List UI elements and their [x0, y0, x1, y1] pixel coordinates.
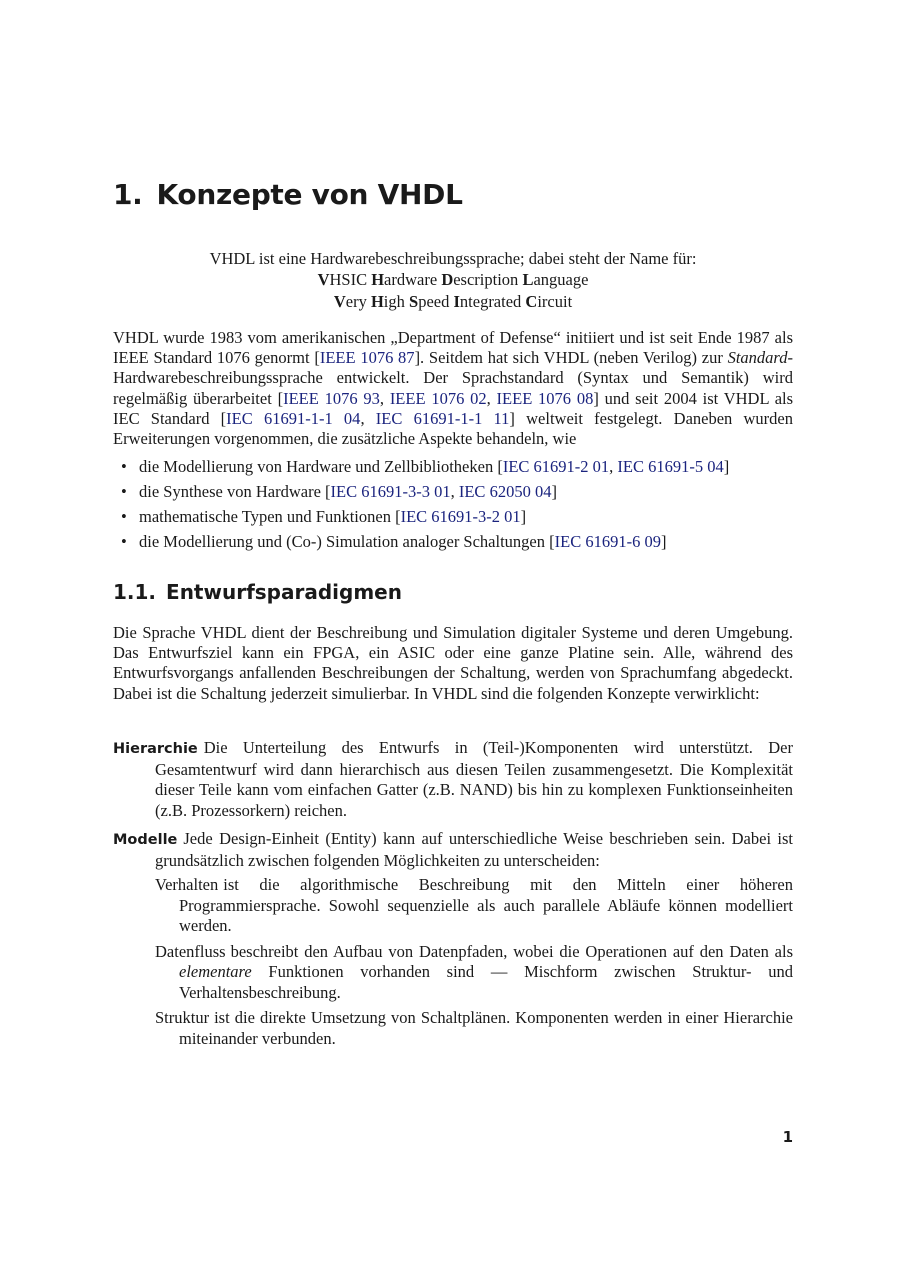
- concept-hierarchie: Hierarchie Die Unterteilung des Entwurfs in (Teil-)Komponenten wird unterstützt. Der Gesamtentwurf wird dann hierarchisch aus diesen Teilen zusammengesetzt. Die Komplexität dieser Teile kann vom einfachen Gatter (z.B. NAND) bis hin zu komplexen Funktionseinheiten (z.B. Prozessorkern) reichen.: [113, 738, 793, 820]
- citation-link[interactable]: IEC 61691-3-3 01: [330, 482, 451, 501]
- chapter-number: 1.: [113, 178, 143, 211]
- citation-link[interactable]: IEC 61691-1-1 11: [375, 408, 510, 428]
- model-struktur: Struktur ist die direkte Umsetzung von Schaltplänen. Komponenten werden in einer Hierarchie miteinander verbunden.: [155, 1008, 793, 1048]
- model-term: Datenfluss: [155, 941, 226, 961]
- chapter-title: [113, 178, 463, 211]
- model-verhalten: Verhalten ist die algorithmische Beschreibung mit den Mitteln einer höheren Programmiersprache. Sowohl sequenzielle als auch parallele Abläufe können modelliert werden.: [155, 875, 793, 935]
- list-item: • die Modellierung und (Co-) Simulation analoger Schaltungen [IEC 61691-6 09]: [121, 532, 667, 551]
- concept-term: Hierarchie: [113, 741, 198, 757]
- citation-link[interactable]: IEC 61691-3-2 01: [400, 507, 521, 526]
- bullet-icon: •: [121, 507, 127, 526]
- citation-link[interactable]: IEC 61691-6 09: [554, 532, 661, 551]
- citation-link[interactable]: IEEE 1076 93: [283, 388, 380, 408]
- model-term: Verhalten: [155, 875, 219, 894]
- citation-link[interactable]: IEC 61691-5 04: [617, 457, 724, 476]
- extensions-list: [113, 456, 793, 556]
- concepts-list: [113, 738, 793, 1054]
- citation-link[interactable]: IEC 61691-2 01: [502, 457, 610, 476]
- list-item: • die Synthese von Hardware [IEC 61691-3-3 01, IEC 62050 04]: [121, 482, 557, 501]
- concept-modelle: Modelle Jede Design-Einheit (Entity) kann auf unterschiedliche Weise beschrieben sein. Dabei ist grundsätzlich zwischen folgenden Möglichkeiten zu unterscheiden:: [113, 829, 793, 870]
- bullet-icon: •: [121, 457, 127, 476]
- history-paragraph: VHDL wurde 1983 vom amerikanischen „Department of Defense“ initiiert und ist seit Ende 1987 als IEEE Standard 1076 genormt [IEEE 1076 87]. Seitdem hat sich VHDL (neben Verilog) zur Standard-Hardwarebeschreibungssprache entwickelt. Der Sprachstandard (Syntax und Semantik) wird regelmäßig überarbeitet [IEEE 1076 93, IEEE 1076 02, IEEE 1076 08] und seit 2004 ist VHDL als IEC Standard [IEC 61691-1-1 04, IEC 61691-1-1 11] weltweit festgelegt. Daneben wurden Erweiterungen vorgenommen, die zusätzliche Aspekte behandeln, wie: [113, 328, 794, 449]
- concept-term: Modelle: [113, 832, 178, 848]
- citation-link[interactable]: IEEE 1076 02: [389, 388, 487, 408]
- intro-line: VHDL ist eine Hardwarebeschreibungssprache; dabei steht der Name für:: [209, 249, 697, 268]
- model-term: Struktur: [155, 1008, 210, 1027]
- bullet-icon: •: [121, 532, 127, 551]
- acronym-vhdl: VHSIC Hardware Description Language: [317, 270, 589, 290]
- page-number: 1: [782, 1128, 793, 1146]
- section-number: 1.1.: [113, 580, 157, 604]
- section-title-text: Entwurfsparadigmen: [166, 580, 402, 604]
- section-title: [113, 580, 402, 604]
- citation-link[interactable]: IEC 61691-1-1 04: [226, 408, 361, 428]
- citation-link[interactable]: IEEE 1076 87: [319, 348, 415, 368]
- acronym-vhsic: Very High Speed Integrated Circuit: [333, 291, 573, 311]
- chapter-title-text: Konzepte von VHDL: [156, 178, 463, 211]
- bullet-icon: •: [121, 482, 127, 501]
- list-item: • die Modellierung von Hardware und Zellbibliotheken [IEC 61691-2 01, IEC 61691-5 04]: [121, 457, 730, 476]
- model-types-list: [155, 875, 793, 1049]
- vhdl-acronym-block: [113, 248, 793, 312]
- paradigms-paragraph: Die Sprache VHDL dient der Beschreibung und Simulation digitaler Systeme und deren Umgebung. Das Entwurfsziel kann ein FPGA, ein ASIC oder eine ganze Platine sein. Alle, während des Entwurfsvorgangs anfallenden Beschreibungen der Schaltung, werden von Sprachumfang abgedeckt. Dabei ist die Schaltung jederzeit simulierbar. In VHDL sind die folgenden Konzepte verwirklicht:: [113, 623, 793, 703]
- citation-link[interactable]: IEC 62050 04: [458, 482, 552, 501]
- list-item: • mathematische Typen und Funktionen [IEC 61691-3-2 01]: [121, 507, 527, 526]
- model-datenfluss: Datenfluss beschreibt den Aufbau von Datenpfaden, wobei die Operationen auf den Daten als elementare Funktionen vorhanden sind — Mischform zwischen Struktur- und Verhaltensbeschreibung.: [155, 941, 793, 1002]
- citation-link[interactable]: IEEE 1076 08: [496, 388, 594, 408]
